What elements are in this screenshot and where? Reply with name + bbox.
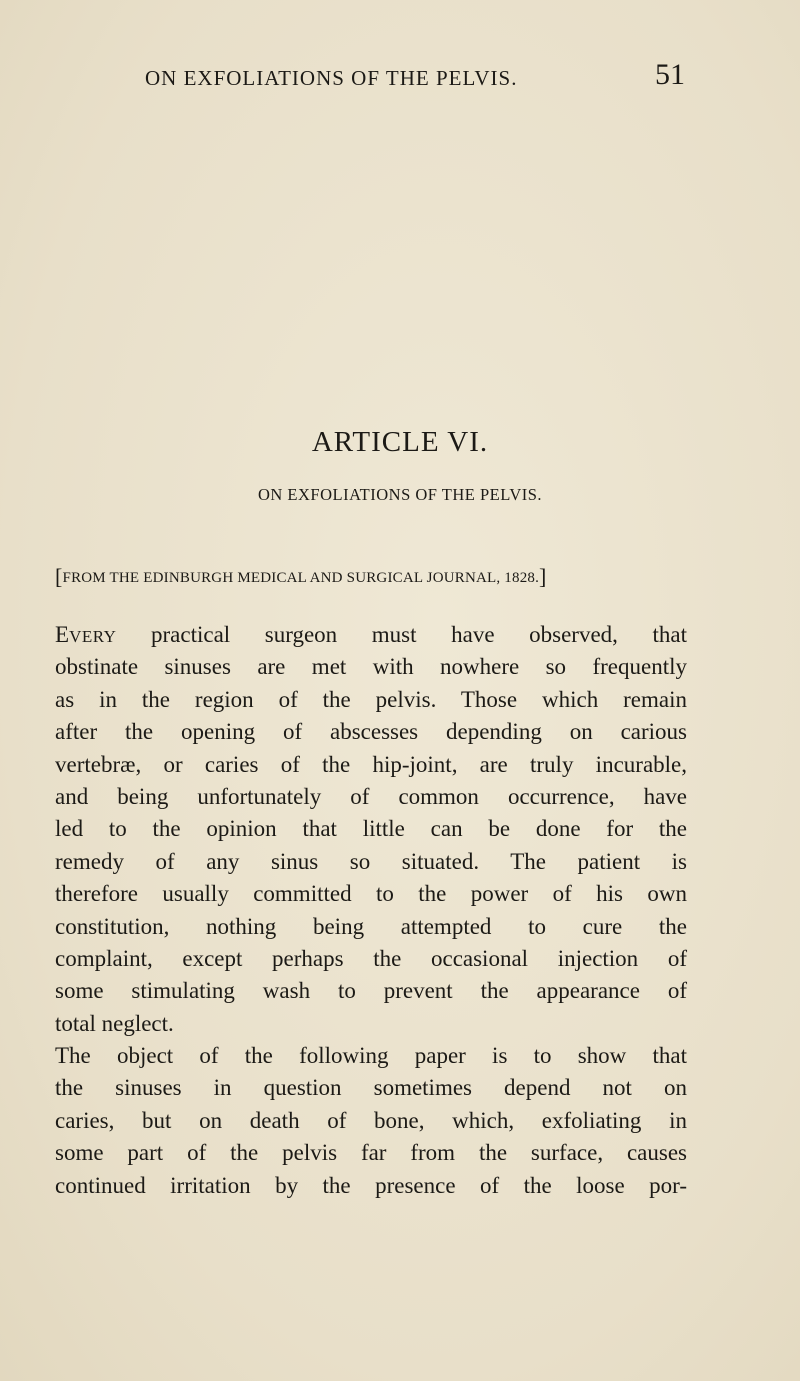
body-line: The object of the following paper is to show that	[55, 1043, 687, 1069]
body-line: remedy of any sinus so situated. The patient is	[55, 848, 687, 874]
body-line: led to the opinion that little can be done for the	[55, 816, 687, 842]
source-open-bracket: [	[55, 564, 63, 589]
body-line: obstinate sinuses are met with nowhere so frequently	[55, 654, 687, 680]
body-line: total neglect.	[55, 1010, 174, 1036]
body-line: vertebræ, or caries of the hip-joint, are truly incurable,	[55, 751, 687, 777]
body-line: caries, but on death of bone, which, exfoliating in	[55, 1107, 687, 1133]
body-line: continued irritation by the presence of the loose por-	[55, 1172, 687, 1198]
body-line: after the opening of abscesses depending on carious	[55, 719, 687, 745]
article-subtitle: ON EXFOLIATIONS OF THE PELVIS.	[257, 485, 543, 504]
source-close-bracket: ]	[539, 564, 547, 589]
source-citation	[55, 564, 685, 590]
running-head	[55, 58, 685, 98]
body-line: complaint, except perhaps the occasional injection of	[55, 945, 687, 971]
first-word-initial: E	[55, 622, 70, 647]
page-number: 51	[655, 58, 685, 91]
body-line-text: practical surgeon must have observed, that	[116, 622, 687, 647]
body-line: some part of the pelvis far from the surface, causes	[55, 1140, 687, 1166]
body-line: as in the region of the pelvis. Those which remain	[55, 686, 687, 712]
body-line: and being unfortunately of common occurrence, have	[55, 783, 687, 809]
body-line: some stimulating wash to prevent the appearance of	[55, 978, 687, 1004]
source-text: FROM THE EDINBURGH MEDICAL AND SURGICAL JOURNAL, 1828.	[62, 570, 540, 586]
body-text	[55, 619, 687, 1202]
running-head-title: ON EXFOLIATIONS OF THE PELVIS.	[145, 66, 518, 90]
body-line: constitution, nothing being attempted to cure the	[55, 913, 687, 939]
article-heading: ARTICLE VI.	[311, 426, 489, 458]
body-line: therefore usually committed to the power of his own	[55, 881, 687, 907]
body-line	[55, 619, 687, 651]
body-line: the sinuses in question sometimes depend not on	[55, 1075, 687, 1101]
first-word-rest: VERY	[69, 627, 117, 646]
